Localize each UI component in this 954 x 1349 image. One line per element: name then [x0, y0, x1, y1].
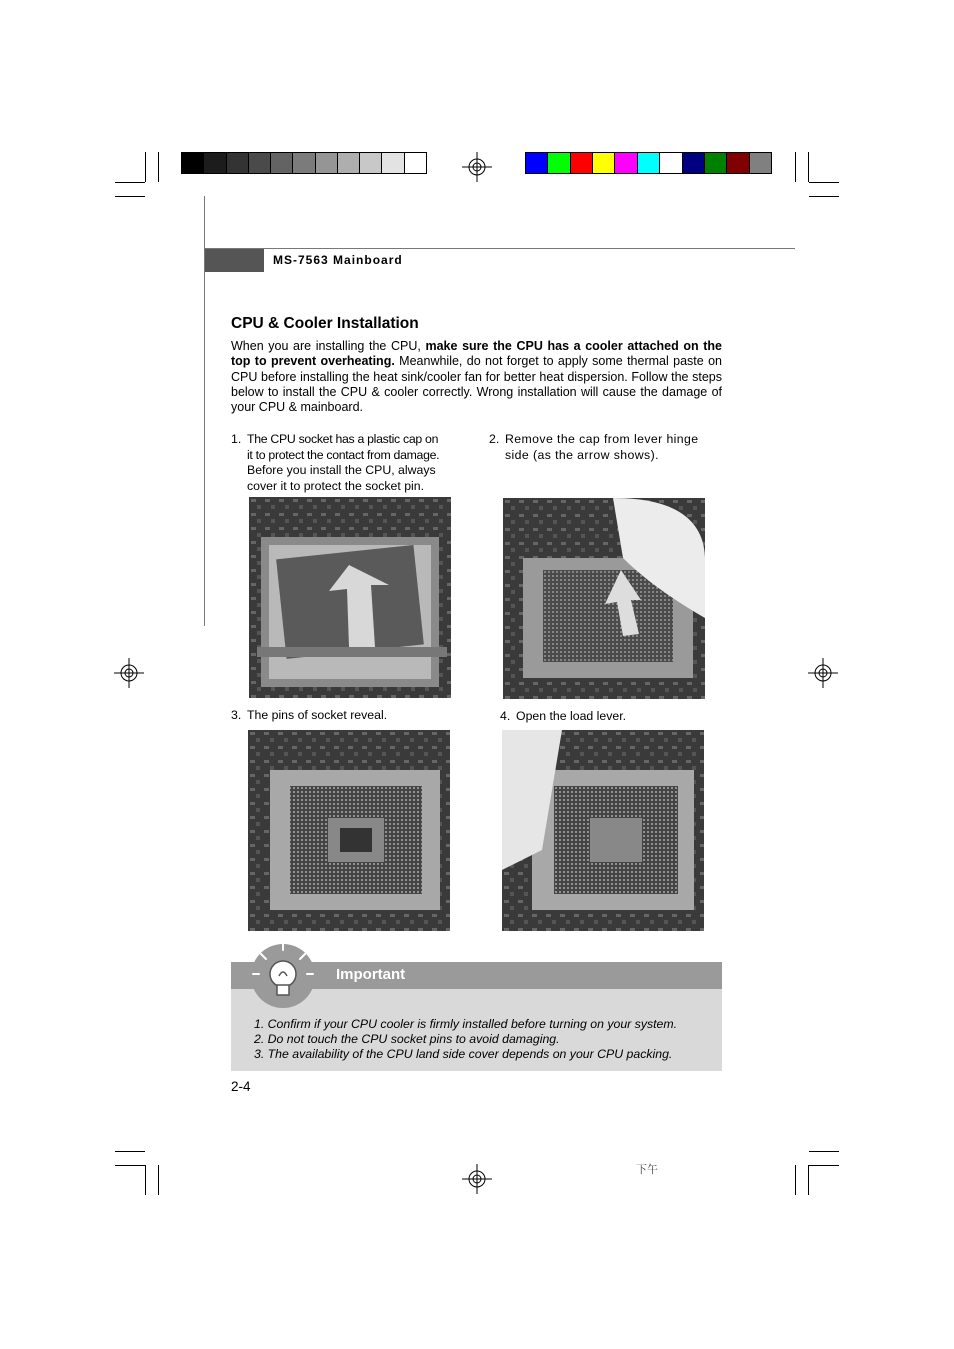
- color-swatch: [182, 153, 204, 173]
- intro-text: When you are installing the CPU,: [231, 339, 426, 353]
- step-text: The CPU socket has a plastic cap on: [247, 432, 439, 446]
- step-text: it to protect the contact from damage.: [247, 447, 440, 462]
- intro-paragraph: [231, 339, 722, 415]
- step-4: [500, 709, 720, 727]
- step-text: cover it to protect the socket pin.: [247, 478, 425, 493]
- color-swatch: [571, 153, 593, 173]
- registration-mark-icon: [808, 658, 838, 688]
- registration-mark-icon: [462, 1164, 492, 1194]
- lightbulb-icon: [249, 940, 317, 1010]
- color-swatch: [360, 153, 382, 173]
- step-text: Before you install the CPU, always: [247, 463, 436, 477]
- registration-mark-icon: [462, 152, 492, 182]
- cpu-socket-with-cap-photo: [249, 497, 451, 698]
- running-header: MS-7563 Mainboard: [273, 253, 403, 267]
- color-swatch: [683, 153, 705, 173]
- important-list: [254, 1017, 677, 1063]
- color-swatch: [293, 153, 315, 173]
- important-item: 3. The availability of the CPU land side cover depends on your CPU packing.: [254, 1047, 673, 1062]
- intro-warning: make sure the CPU has a cooler attached on the top to prevent overheating.: [231, 339, 723, 369]
- step-number: 4.: [500, 709, 511, 723]
- intro-text: Meanwhile, do not forget to apply some thermal paste on CPU before installing the heat sink/cooler fan for better heat dispersion. Follow the steps below to install the CPU & cooler correctly. Wrong installation will cause the damage of your CPU & mainboard.: [231, 354, 722, 415]
- color-swatch: [526, 153, 548, 173]
- step-2: [489, 432, 719, 466]
- color-swatch: [705, 153, 727, 173]
- color-swatch: [548, 153, 570, 173]
- color-swatch: [593, 153, 615, 173]
- header-rule: [205, 248, 795, 249]
- color-swatch: [204, 153, 226, 173]
- color-swatch: [750, 153, 771, 173]
- color-swatch: [615, 153, 637, 173]
- step-text: The pins of socket reveal.: [247, 708, 388, 722]
- printer-mark: 下午: [636, 1163, 658, 1176]
- step-text: Open the load lever.: [516, 709, 627, 723]
- important-title: Important: [336, 966, 406, 983]
- open-load-lever-photo: [502, 730, 704, 931]
- registration-mark-icon: [114, 658, 144, 688]
- step-number: 3.: [231, 708, 242, 722]
- color-swatch: [338, 153, 360, 173]
- color-swatch: [727, 153, 749, 173]
- section-title: CPU & Cooler Installation: [231, 315, 419, 332]
- color-swatch: [249, 153, 271, 173]
- important-item: 2. Do not touch the CPU socket pins to avoid damaging.: [254, 1032, 560, 1047]
- color-swatch: [382, 153, 404, 173]
- step-text: side (as the arrow shows).: [505, 447, 659, 462]
- step-number: 2.: [489, 432, 500, 446]
- socket-pins-revealed-photo: [248, 730, 450, 931]
- remove-cap-photo: [503, 498, 705, 699]
- color-swatch: [405, 153, 426, 173]
- color-swatch: [660, 153, 682, 173]
- step-text: Remove the cap from lever hinge: [505, 432, 699, 446]
- color-test-bar: [525, 152, 772, 174]
- important-item: 1. Confirm if your CPU cooler is firmly installed before turning on your system.: [254, 1017, 678, 1031]
- step-1: [231, 432, 461, 496]
- color-swatch: [227, 153, 249, 173]
- step-number: 1.: [231, 432, 242, 446]
- header-tab: [205, 249, 264, 272]
- step-3: [231, 708, 461, 726]
- gray-color-bar: [181, 152, 427, 174]
- color-swatch: [638, 153, 660, 173]
- color-swatch: [316, 153, 338, 173]
- color-swatch: [271, 153, 293, 173]
- page-number: 2-4: [231, 1079, 251, 1094]
